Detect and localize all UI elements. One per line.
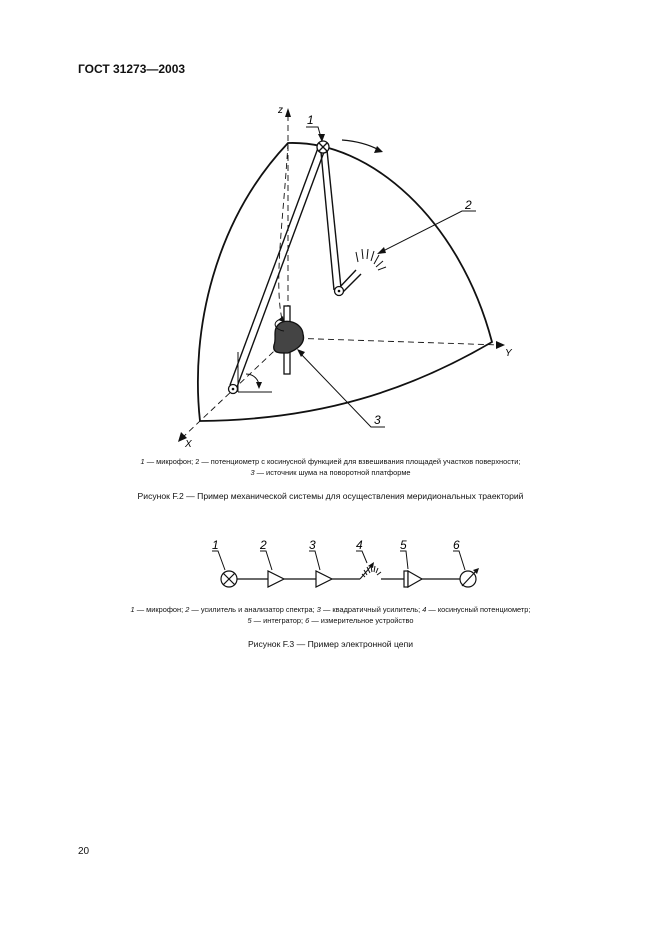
page-number: 20 xyxy=(78,846,90,857)
callout-2: 2 xyxy=(465,198,472,212)
x-axis-label: X xyxy=(185,439,192,450)
z-axis-label: z xyxy=(278,105,283,116)
figure-f3-caption: Рисунок F.3 — Пример электронной цепи xyxy=(247,639,414,649)
circuit-callout-3: 3 xyxy=(309,538,316,552)
figure-f3-diagram xyxy=(0,535,661,605)
circuit-amplifier xyxy=(268,571,284,587)
figure-f2-diagram xyxy=(0,90,661,450)
z-arrowhead xyxy=(285,108,291,117)
y-arrowhead xyxy=(496,341,505,349)
pot-arm-a xyxy=(339,270,356,288)
callout-3-leader xyxy=(300,353,385,427)
figure-f3-legend-line1: 1 — микрофон; 2 — усилитель и анализатор спектра; 3 — квадратичный усилитель; 4 — косинусный потенциометр; xyxy=(130,605,531,614)
circuit-measuring-device xyxy=(460,570,477,587)
rotation-arrow xyxy=(342,140,379,150)
figure-f2-legend-line2: 3 — источник шума на поворотной платформе xyxy=(250,468,411,477)
figure-f3-legend-line2: 5 — интегратор; 6 — измерительное устройство xyxy=(247,616,414,625)
figure-f2-caption: Рисунок F.2 — Пример механической системы для осуществления меридиональных траекторий xyxy=(137,491,524,501)
microphone-symbol xyxy=(317,141,329,153)
callout-1: 1 xyxy=(307,113,314,127)
callout-3: 3 xyxy=(374,413,381,427)
pot-arm-b xyxy=(343,274,361,292)
circuit-squaring-amplifier xyxy=(316,571,332,587)
document-header: ГОСТ 31273—2003 xyxy=(78,62,186,76)
rod-right-inner xyxy=(327,150,341,288)
circuit-microphone xyxy=(221,571,237,587)
circuit-integrator xyxy=(404,571,422,587)
y-axis-line xyxy=(288,338,500,345)
circuit-callout-4: 4 xyxy=(356,538,363,552)
figure-f2-legend-line1: 1 — микрофон; 2 — потенциометр с косинусной функцией для взвешивания площадей участков поверхности; xyxy=(140,457,521,466)
circuit-callout-1: 1 xyxy=(212,538,219,552)
circuit-callout-5: 5 xyxy=(400,538,407,552)
noise-source xyxy=(274,306,304,374)
circuit-callout-2: 2 xyxy=(260,538,267,552)
y-axis-label: Y xyxy=(505,348,512,359)
circuit-cosine-potentiometer xyxy=(360,565,381,579)
rod-right-outer xyxy=(321,152,334,290)
circuit-callout-6: 6 xyxy=(453,538,460,552)
